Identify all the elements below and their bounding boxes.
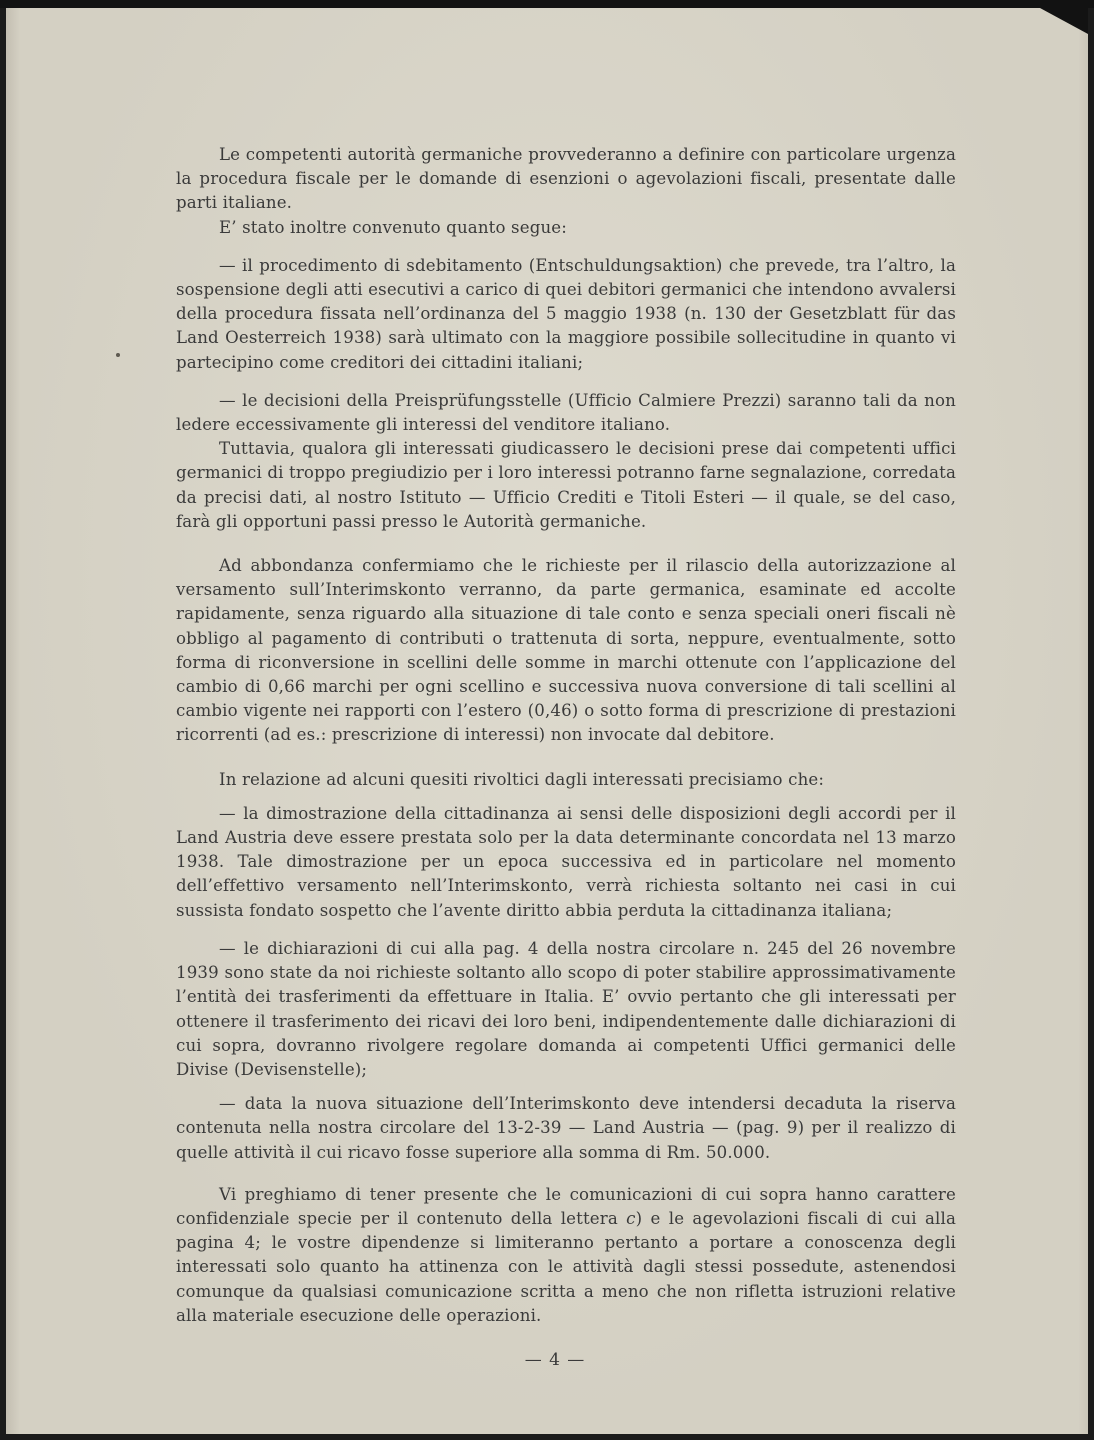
page-number: — 4 — [524, 1350, 586, 1370]
page-corner-fold [1040, 8, 1088, 34]
paragraph-agreed-terms: E’ stato inoltre convenuto quanto segue: [219, 217, 568, 237]
paragraph-declarations: — le dichiarazioni di cui alla pag. 4 della nostra circolare n. 245 del 26 novembre 1939 sono state da noi richieste soltanto allo scopo di poter stabilire approssimativamente l’entità dei trasferimenti da effettuare in Italia. E’ ovvio pertanto che gli interessati per ottenere il trasferimento dei ricavi dei loro beni, indipendentemente dalle dichiarazioni di cui sopra, dovranno rivolgere regolare domanda ai competenti Uffici germanici delle Divise (Devisenstelle); [176, 938, 956, 1079]
paragraph-however: Tuttavia, qualora gli interessati giudicassero le decisioni prese dai competenti uffici germanici di troppo pregiudizio per i loro interessi potranno farne segnalazione, corredata da precisi dati, al nostro Istituto — Ufficio Crediti e Titoli Esteri — il quale, se del caso, farà gli opportuni passi presso le Autorità germaniche. [176, 439, 957, 531]
document-body [176, 143, 956, 1328]
confidential-text-part2: ) e le agevolazioni fiscali di cui alla pagina 4; le vostre dipendenze si limiteranno pertanto a portare a conoscenza degli interessati solo quanto ha attinenza con le attività dagli stessi possedute, astenendosi comunque da qualsiasi comunicazione scritta a meno che non rifletta istruzioni relative alla materiale esecuzione delle operazioni. [176, 1208, 957, 1325]
paragraph-confidential [176, 1183, 956, 1328]
letter-reference: c [626, 1208, 636, 1228]
margin-mark [116, 353, 120, 357]
paragraph-debt-relief: — il procedimento di sdebitamento (Entschuldungsaktion) che prevede, tra l’altro, la sospensione degli atti esecutivi a carico di quei debitori germanici che intendono avvalersi della procedura fissata nell’ordinanza del 5 maggio 1938 (n. 130 der Gesetzblatt für das Land Oesterreich 1938) sarà ultimato con la maggiore possibile sollecitudine in quanto vi partecipino come creditori dei cittadini italiani; [176, 255, 956, 372]
paragraph-reserve: — data la nuova situazione dell’Interimskonto deve intendersi decaduta la riserva contenuta nella nostra circolare del 13-2-39 — Land Austria — (pag. 9) per il realizzo di quelle attività il cui ricavo fosse superiore alla somma di Rm. 50.000. [176, 1094, 956, 1162]
paragraph-citizenship: — la dimostrazione della cittadinanza ai sensi delle disposizioni degli accordi per il Land Austria deve essere prestata solo per la data determinante concordata nel 13 marzo 1938. Tale dimostrazione per un epoca successiva ed in particolare nel momento dell’effettivo versamento nell’Interimskonto, verrà richiesta soltanto nei casi in cui sussista fondato sospetto che l’avente diritto abbia perduta la cittadinanza italiana; [176, 803, 956, 920]
scan-top-edge [0, 0, 1094, 8]
paragraph-interimskonto: Ad abbondanza confermiamo che le richieste per il rilascio della autorizzazione al versamento sull’Interimskonto verranno, da parte germanica, esaminate ed accolte rapidamente, senza riguardo alla situazione di tale conto e senza speciali oneri fiscali nè obbligo al pagamento di contributi o trattenuta di sorta, neppure, eventualmente, sotto forma di riconversione in scellini delle somme in marchi ottenute con l’applicazione del cambio di 0,66 marchi per ogni scellino e successiva nuova conversione di tali scellini al cambio vigente nei rapporti con l’estero (0,46) o sotto forma di prescrizione di prestazioni ricorrenti (ad es.: prescrizione di interessi) non invocate dal debitore. [176, 556, 956, 745]
confidential-text-part1: Vi preghiamo di tener presente che le comunicazioni di cui sopra hanno carattere confidenziale specie per il contenuto della lettera [176, 1184, 956, 1228]
document-page [6, 8, 1088, 1434]
paragraph-price-office: — le decisioni della Preisprüfungsstelle (Ufficio Calmiere Prezzi) saranno tali da non ledere eccessivamente gli interessi del venditore italiano. [176, 390, 956, 435]
paragraph-questions-intro: In relazione ad alcuni quesiti rivoltici dagli interessati precisiamo che: [219, 769, 825, 789]
paragraph-fiscal-procedure: Le competenti autorità germaniche provvederanno a definire con particolare urgenza la procedura fiscale per le domande di esenzioni o agevolazioni fiscali, presentate dalle parti italiane. [176, 145, 956, 213]
